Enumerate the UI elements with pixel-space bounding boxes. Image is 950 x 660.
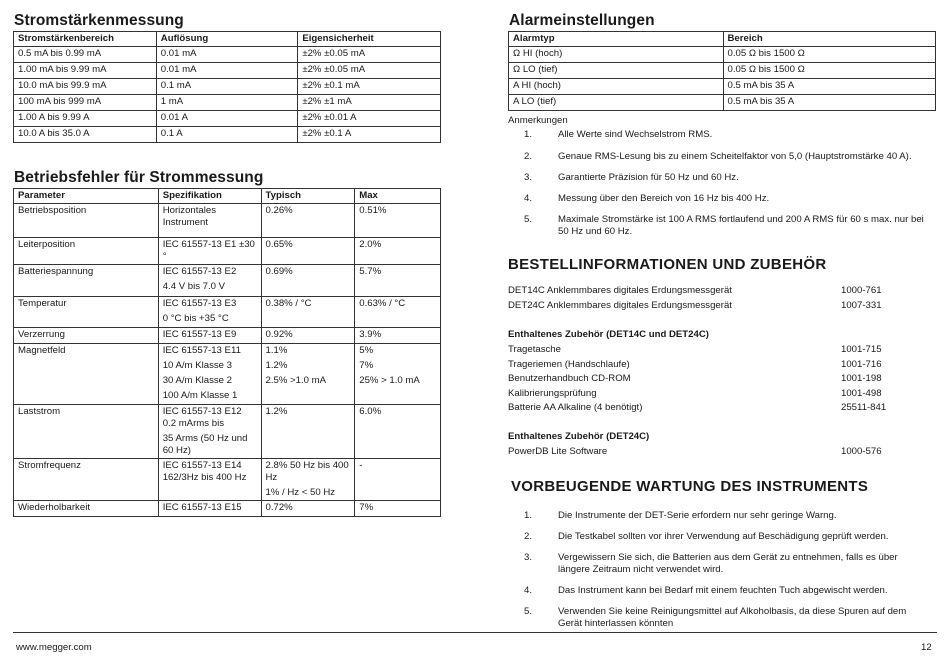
table-cell [261, 344, 355, 405]
cell-line: 0.38% / °C [265, 298, 312, 309]
table-row [14, 501, 441, 517]
note-text: Maximale Stromstärke ist 100 A RMS fortlaufend und 200 A RMS für 60 s max. nur bei 50 Hz und 60 Hz. [558, 214, 924, 237]
table-cell [355, 459, 441, 501]
table-cell [14, 405, 159, 459]
table-row [14, 265, 441, 297]
table-row [14, 111, 441, 127]
table-cell [158, 265, 261, 297]
cell-line: 0.51% [359, 205, 387, 216]
accessory-code: 1001-716 [841, 359, 882, 370]
maintenance-number: 2. [524, 531, 533, 542]
section-title-ordering: BESTELLINFORMATIONEN UND ZUBEHÖR [508, 256, 827, 273]
table-header-cell: Auflösung [156, 32, 298, 47]
table-cell: ±2% ±0.05 mA [298, 47, 441, 63]
accessories-title-det24c: Enthaltenes Zubehör (DET24C) [508, 431, 650, 442]
table-cell: Ω LO (tief) [509, 63, 724, 79]
cell-line: Temperatur [18, 298, 67, 309]
section-title-alarm-settings: Alarmeinstellungen [509, 12, 655, 29]
table-cell [158, 344, 261, 405]
product-code: 1007-331 [841, 300, 882, 311]
note-number: 1. [524, 129, 533, 140]
table-cell: 0.01 mA [156, 47, 298, 63]
table-cell: ±2% ±0.1 A [298, 127, 441, 143]
table-cell [261, 297, 355, 328]
table-cell: 0.5 mA bis 35 A [723, 95, 936, 111]
table-cell: ±2% ±0.01 A [298, 111, 441, 127]
table-header-cell: Max [355, 189, 441, 204]
cell-line: 2.8% 50 Hz bis 400 Hz [265, 460, 349, 483]
table-header-cell: Alarmtyp [509, 32, 724, 47]
table-cell: 0.01 A [156, 111, 298, 127]
product-name: DET24C Anklemmbares digitales Erdungsmessgerät [508, 300, 732, 311]
maintenance-text: Die Testkabel sollten vor ihrer Verwendung auf Beschädigung geprüft werden. [558, 531, 889, 542]
table-row [14, 79, 441, 95]
maintenance-text: Vergewissern Sie sich, die Batterien aus dem Gerät zu entnehmen, falls es über längere Zeitraum nicht verwendet wird. [558, 552, 898, 575]
cell-line: 30 A/m Klasse 2 [162, 375, 233, 386]
table-row [14, 127, 441, 143]
cell-line: IEC 61557-13 E14 162/3Hz bis 400 Hz [162, 460, 247, 483]
note-number: 3. [524, 172, 533, 183]
cell-line: Magnetfeld [18, 345, 66, 356]
table-cell [355, 344, 441, 405]
cell-line: IEC 61557-13 E3 [162, 298, 237, 309]
table-cell: 1.00 mA bis 9.99 mA [14, 63, 157, 79]
cell-line: 4.4 V bis 7.0 V [162, 281, 226, 292]
table-cell [355, 297, 441, 328]
table-cell [261, 204, 355, 238]
note-text: Genaue RMS-Lesung bis zu einem Scheitelfaktor von 5,0 (Hauptstromstärke 40 A). [558, 151, 912, 162]
table-row [14, 344, 441, 405]
footer-website: www.megger.com [16, 642, 92, 653]
table-cell [14, 204, 159, 238]
table-cell: 0.05 Ω bis 1500 Ω [723, 63, 936, 79]
maintenance-number: 4. [524, 585, 533, 596]
table-row [14, 459, 441, 501]
table-cell: 0.5 mA bis 35 A [723, 79, 936, 95]
cell-line: Batteriespannung [18, 266, 94, 277]
table-cell: 0.01 mA [156, 63, 298, 79]
table-cell [14, 328, 159, 344]
cell-line: 6.0% [359, 406, 382, 417]
maintenance-number: 5. [524, 606, 533, 617]
cell-line: 25% > 1.0 mA [359, 375, 420, 386]
cell-line: 0.26% [265, 205, 293, 216]
table-cell [261, 265, 355, 297]
accessory-code: 1001-198 [841, 373, 882, 384]
cell-line: 100 A/m Klasse 1 [162, 390, 238, 401]
table-cell [14, 265, 159, 297]
cell-line: 10 A/m Klasse 3 [162, 360, 233, 371]
table-cell: A LO (tief) [509, 95, 724, 111]
cell-line: 1.2% [265, 360, 288, 371]
product-code: 1000-761 [841, 285, 882, 296]
table-cell: 10.0 mA bis 99.9 mA [14, 79, 157, 95]
table-cell [355, 265, 441, 297]
cell-line: 2.0% [359, 239, 382, 250]
cell-line: 35 Arms (50 Hz und 60 Hz) [162, 433, 248, 456]
table-cell: 0.05 Ω bis 1500 Ω [723, 47, 936, 63]
table-cell [158, 405, 261, 459]
table-cell [355, 204, 441, 238]
table-cell [158, 501, 261, 517]
table-row [509, 95, 936, 111]
maintenance-number: 1. [524, 510, 533, 521]
accessory-name: PowerDB Lite Software [508, 446, 608, 457]
table-cell: Ω HI (hoch) [509, 47, 724, 63]
table-row [14, 405, 441, 459]
accessory-name: Kalibrierungsprüfung [508, 388, 597, 399]
accessory-name: Batterie AA Alkaline (4 benötigt) [508, 402, 643, 413]
table-cell [158, 297, 261, 328]
cell-line: IEC 61557-13 E11 [162, 345, 241, 356]
cell-line: 5% [359, 345, 374, 356]
table-header-cell: Parameter [14, 189, 159, 204]
accessory-name: Trageriemen (Handschlaufe) [508, 359, 630, 370]
cell-line: Verzerrung [18, 329, 65, 340]
cell-line: 0.92% [265, 329, 293, 340]
table-cell [261, 328, 355, 344]
table-row [509, 47, 936, 63]
note-text: Messung über den Bereich von 16 Hz bis 400 Hz. [558, 193, 770, 204]
table-cell [158, 328, 261, 344]
cell-line: Wiederholbarkeit [18, 502, 90, 513]
operating-error-table [13, 188, 441, 517]
cell-line: 7% [359, 360, 374, 371]
cell-line: Laststrom [18, 406, 61, 417]
accessory-code: 25511-841 [841, 402, 887, 413]
table-row [14, 63, 441, 79]
table-header-cell: Typisch [261, 189, 355, 204]
table-cell [14, 238, 159, 265]
table-cell: 100 mA bis 999 mA [14, 95, 157, 111]
cell-line: 1.1% [265, 345, 288, 356]
cell-line: Betriebsposition [18, 205, 87, 216]
table-cell [355, 405, 441, 459]
table-cell [261, 405, 355, 459]
maintenance-text: Die Instrumente der DET-Serie erfordern nur sehr geringe Warng. [558, 510, 837, 521]
cell-line: 2.5% >1.0 mA [265, 375, 327, 386]
cell-line: Leiterposition [18, 239, 76, 250]
note-number: 2. [524, 151, 533, 162]
table-cell [14, 459, 159, 501]
footer-page-number: 12 [921, 642, 932, 653]
table-row [14, 95, 441, 111]
cell-line: 3.9% [359, 329, 382, 340]
table-cell [261, 501, 355, 517]
table-cell [14, 501, 159, 517]
cell-line: IEC 61557-13 E1 ±30 ° [162, 239, 255, 262]
cell-line: IEC 61557-13 E9 [162, 329, 237, 340]
cell-line: 5.7% [359, 266, 382, 277]
table-row [509, 63, 936, 79]
table-cell: ±2% ±0.1 mA [298, 79, 441, 95]
table-cell [261, 459, 355, 501]
table-cell: 0.1 A [156, 127, 298, 143]
accessory-code: 1000-576 [841, 446, 882, 457]
table-header-cell: Bereich [723, 32, 936, 47]
accessory-name: Benutzerhandbuch CD-ROM [508, 373, 631, 384]
current-measurement-table [13, 31, 441, 143]
product-name: DET14C Anklemmbares digitales Erdungsmessgerät [508, 285, 732, 296]
accessory-code: 1001-715 [841, 344, 882, 355]
table-cell: 1.00 A bis 9.99 A [14, 111, 157, 127]
maintenance-number: 3. [524, 552, 533, 563]
table-row [509, 79, 936, 95]
table-header-cell: Eigensicherheit [298, 32, 441, 47]
cell-line: 0.72% [265, 502, 293, 513]
table-row [14, 297, 441, 328]
table-cell: 0.5 mA bis 0.99 mA [14, 47, 157, 63]
table-row [14, 47, 441, 63]
cell-line: 1.2% [265, 406, 288, 417]
maintenance-text: Verwenden Sie keine Reinigungsmittel auf Alkoholbasis, da diese Spuren auf dem Gerät hinterlassen könnten [558, 606, 907, 629]
cell-line: Stromfrequenz [18, 460, 81, 471]
table-cell: 10.0 A bis 35.0 A [14, 127, 157, 143]
section-title-current-measurement: Stromstärkenmessung [14, 12, 184, 29]
table-cell: 0.1 mA [156, 79, 298, 95]
note-text: Alle Werte sind Wechselstrom RMS. [558, 129, 713, 140]
cell-line: 1% / Hz < 50 Hz [265, 487, 336, 498]
section-title-maintenance: VORBEUGENDE WARTUNG DES INSTRUMENTS [511, 478, 869, 495]
table-cell: ±2% ±1 mA [298, 95, 441, 111]
table-header-cell: Stromstärkenbereich [14, 32, 157, 47]
maintenance-text: Das Instrument kann bei Bedarf mit einem feuchten Tuch abgewischt werden. [558, 585, 888, 596]
cell-line: 0.63% / °C [359, 298, 406, 309]
accessory-name: Tragetasche [508, 344, 561, 355]
table-cell [158, 238, 261, 265]
cell-line: 0.69% [265, 266, 293, 277]
table-cell [261, 238, 355, 265]
table-header-cell: Spezifikation [158, 189, 261, 204]
table-cell [355, 238, 441, 265]
table-cell: 1 mA [156, 95, 298, 111]
cell-line: IEC 61557-13 E2 [162, 266, 237, 277]
section-title-operating-error: Betriebsfehler für Strommessung [14, 169, 264, 186]
notes-label: Anmerkungen [508, 115, 568, 126]
accessory-code: 1001-498 [841, 388, 882, 399]
note-number: 5. [524, 214, 533, 225]
table-row [14, 328, 441, 344]
accessories-title-both: Enthaltenes Zubehör (DET14C und DET24C) [508, 329, 709, 340]
table-cell [355, 328, 441, 344]
table-cell: ±2% ±0.05 mA [298, 63, 441, 79]
table-cell [355, 501, 441, 517]
table-cell [14, 344, 159, 405]
cell-line: 7% [359, 502, 374, 513]
note-number: 4. [524, 193, 533, 204]
cell-line: IEC 61557-13 E12 0.2 mArms bis [162, 406, 242, 429]
table-cell: A HI (hoch) [509, 79, 724, 95]
alarm-settings-table [508, 31, 936, 111]
footer-divider [13, 632, 937, 633]
table-cell [14, 297, 159, 328]
cell-line: Horizontales Instrument [162, 205, 217, 228]
table-row [14, 204, 441, 238]
table-cell [158, 459, 261, 501]
table-cell [158, 204, 261, 238]
cell-line: - [359, 460, 363, 471]
cell-line: 0.65% [265, 239, 293, 250]
table-row [14, 238, 441, 265]
note-text: Garantierte Präzision für 50 Hz und 60 Hz. [558, 172, 739, 183]
cell-line: IEC 61557-13 E15 [162, 502, 242, 513]
cell-line: 0 °C bis +35 °C [162, 313, 229, 324]
